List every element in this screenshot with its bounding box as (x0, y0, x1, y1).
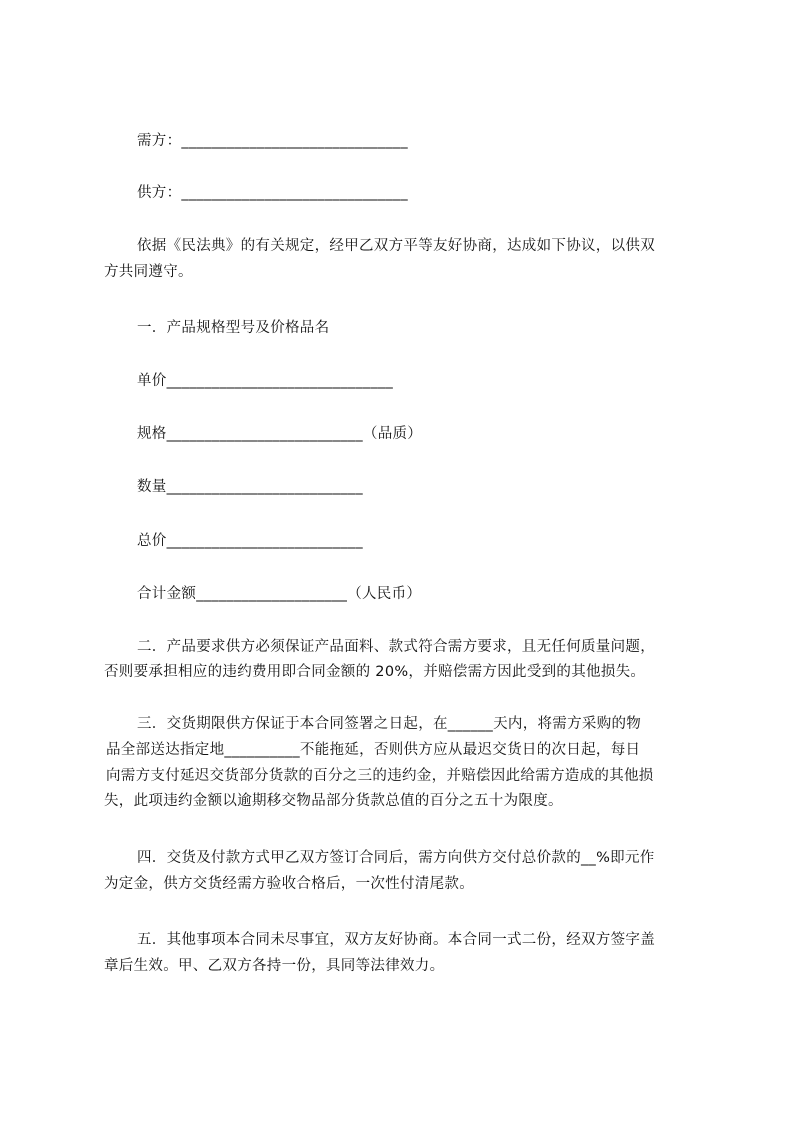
preamble-line-2: 方共同遵守。 (104, 264, 193, 280)
spec-field: 规格__________________________（品质） (137, 426, 423, 442)
section4-line-2: 为定金，供方交货经需方验收合格后，一次性付清尾款。 (104, 876, 474, 892)
section4-line-1: 四．交货及付款方式甲乙双方签订合同后，需方向供方交付总价款的__%即元作 (137, 850, 655, 866)
preamble-line-1: 依据《民法典》的有关规定，经甲乙双方平等友好协商，达成如下协议，以供双 (137, 238, 655, 254)
section1-heading: 一．产品规格型号及价格品名 (137, 320, 330, 336)
total-price-field: 总价__________________________ (137, 533, 363, 549)
section2-line-2: 否则要承担相应的违约费用即合同金额的 20%，并赔偿需方因此受到的其他损失。 (104, 664, 646, 680)
section5-line-1: 五．其他事项本合同未尽事宜，双方友好协商。本合同一式二份，经双方签字盖 (137, 932, 655, 948)
quantity-field: 数量__________________________ (137, 479, 363, 495)
sum-amount-field: 合计金额____________________（人民币） (137, 586, 422, 602)
seller-field: 供方：______________________________ (137, 185, 408, 201)
section3-line-1: 三．交货期限供方保证于本合同签署之日起，在______天内，将需方采购的物 (137, 716, 642, 732)
buyer-field: 需方：______________________________ (137, 133, 408, 149)
section3-line-2: 品全部送达指定地__________不能拖延，否则供方应从最迟交货日的次日起，每日 (106, 742, 641, 758)
unit-price-field: 单价______________________________ (137, 373, 394, 389)
section5-line-2: 章后生效。甲、乙双方各持一份，具同等法律效力。 (104, 958, 445, 974)
section3-line-3: 向需方支付延迟交货部分货款的百分之三的违约金，并赔偿因此给需方造成的其他损 (106, 768, 654, 784)
section2-line-1: 二．产品要求供方必须保证产品面料、款式符合需方要求，且无任何质量问题， (137, 639, 655, 655)
section3-line-4: 失，此项违约金额以逾期移交物品部分货款总值的百分之五十为限度。 (104, 793, 563, 809)
